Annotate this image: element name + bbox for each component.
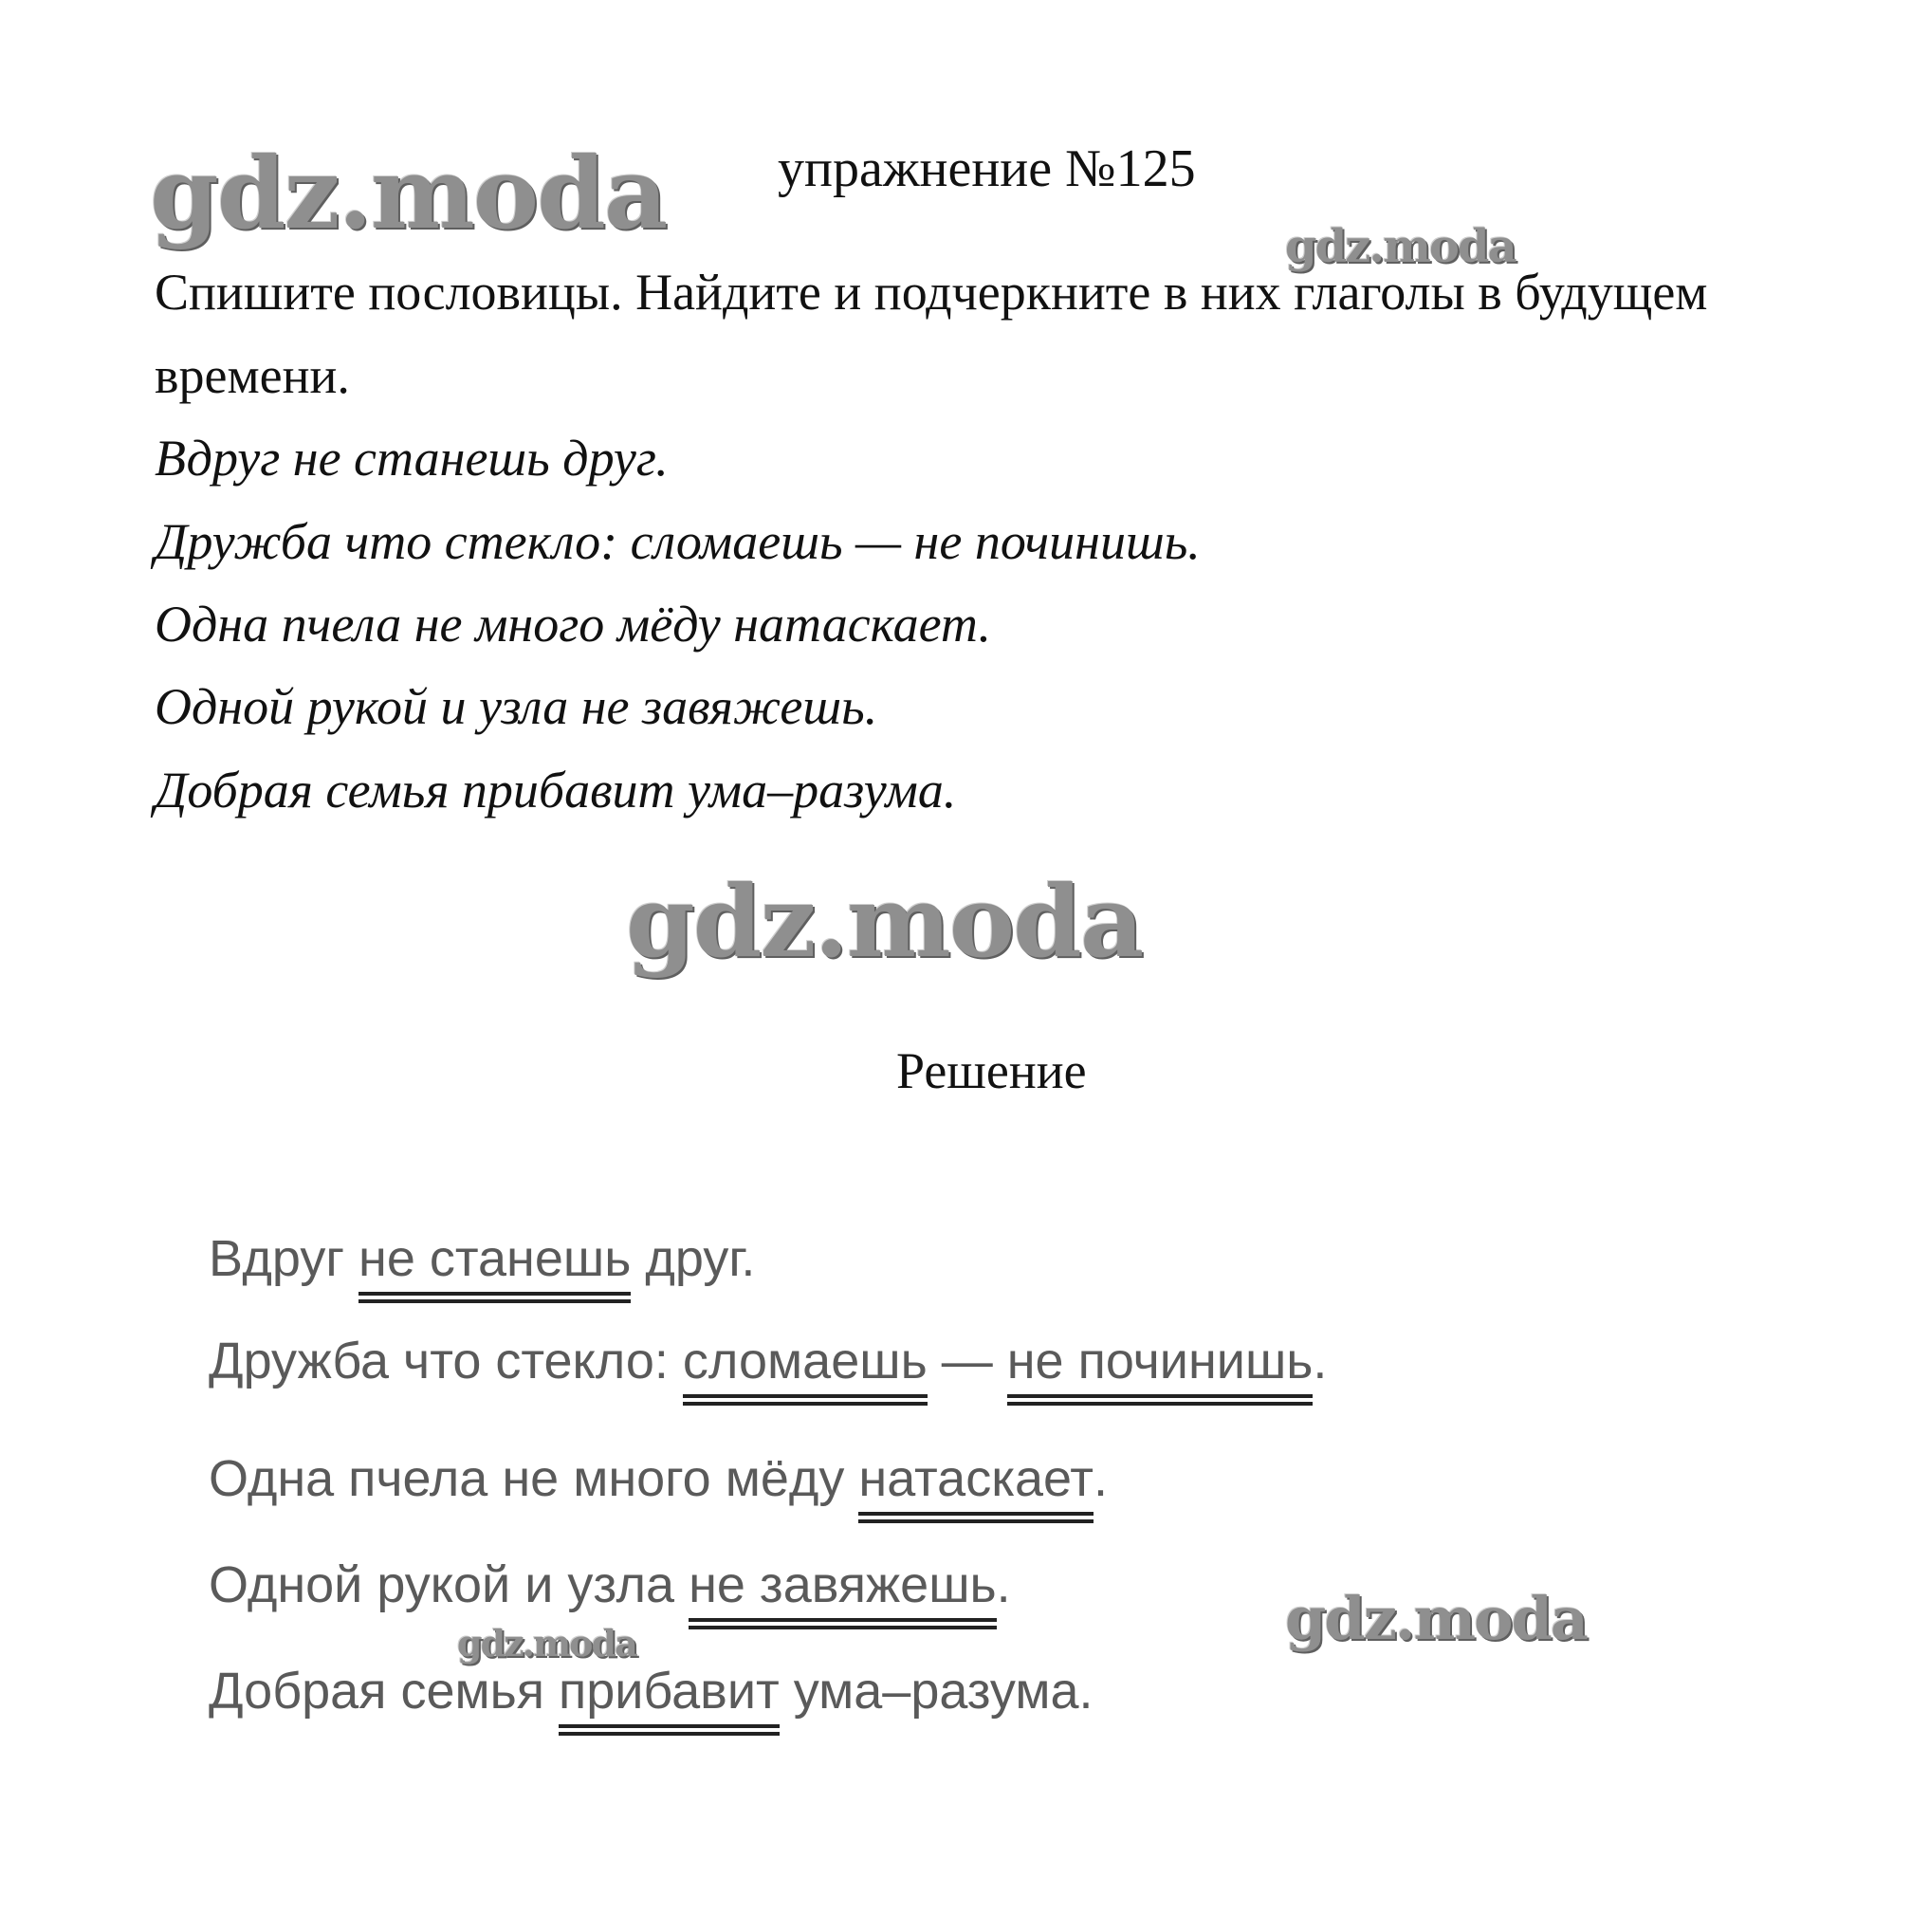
underlined-verb: натаскает (858, 1449, 1094, 1516)
solution-line-1 (209, 1229, 755, 1296)
proverb-5: Добрая семья прибавит ума–разума. (155, 762, 957, 819)
watermark-logo: gdz.moda (457, 1622, 636, 1665)
exercise-title: упражнение №125 (778, 139, 1196, 198)
proverb-2: Дружба что стекло: сломаешь — не починишь. (155, 513, 1201, 570)
underlined-verb: не починишь (1007, 1332, 1314, 1398)
solution-text: . (1094, 1450, 1109, 1507)
underlined-verb: не станешь (358, 1229, 631, 1296)
solution-line-2 (209, 1332, 1327, 1398)
solution-text: . (996, 1556, 1011, 1613)
solution-text: Одна пчела не много мёду (209, 1450, 859, 1507)
watermark-logo: gdz.moda (1285, 220, 1516, 273)
solution-title: Решение (896, 1042, 1087, 1099)
solution-text: Вдруг (209, 1230, 359, 1287)
underlined-verb: сломаешь (683, 1332, 928, 1398)
underlined-verb: не завяжешь (689, 1555, 997, 1622)
solution-text: Добрая семья (209, 1663, 559, 1720)
watermark-logo: gdz.moda (150, 135, 667, 251)
proverb-4: Одной рукой и узла не завяжешь. (155, 678, 878, 735)
proverb-1: Вдруг не станешь друг. (155, 430, 669, 487)
task-text: Спишите пословицы. Найдите и подчеркните в них глаголы в будущем времени. (155, 264, 1708, 404)
solution-line-4 (209, 1555, 1011, 1622)
proverb-3: Одна пчела не много мёду натаскает. (155, 596, 992, 653)
solution-text: — (927, 1333, 1007, 1389)
watermark-logo: gdz.moda (1285, 1584, 1587, 1653)
solution-text: . (1313, 1333, 1328, 1389)
underlined-verb: прибавит (559, 1662, 780, 1728)
solution-line-3 (209, 1449, 1108, 1516)
solution-text: ума–разума. (779, 1663, 1094, 1720)
solution-line-5 (209, 1662, 1093, 1728)
solution-text: Дружба что стекло: (209, 1333, 683, 1389)
solution-text: друг. (631, 1230, 756, 1287)
solution-text: Одной рукой и узла (209, 1556, 689, 1613)
watermark-logo: gdz.moda (626, 863, 1143, 980)
